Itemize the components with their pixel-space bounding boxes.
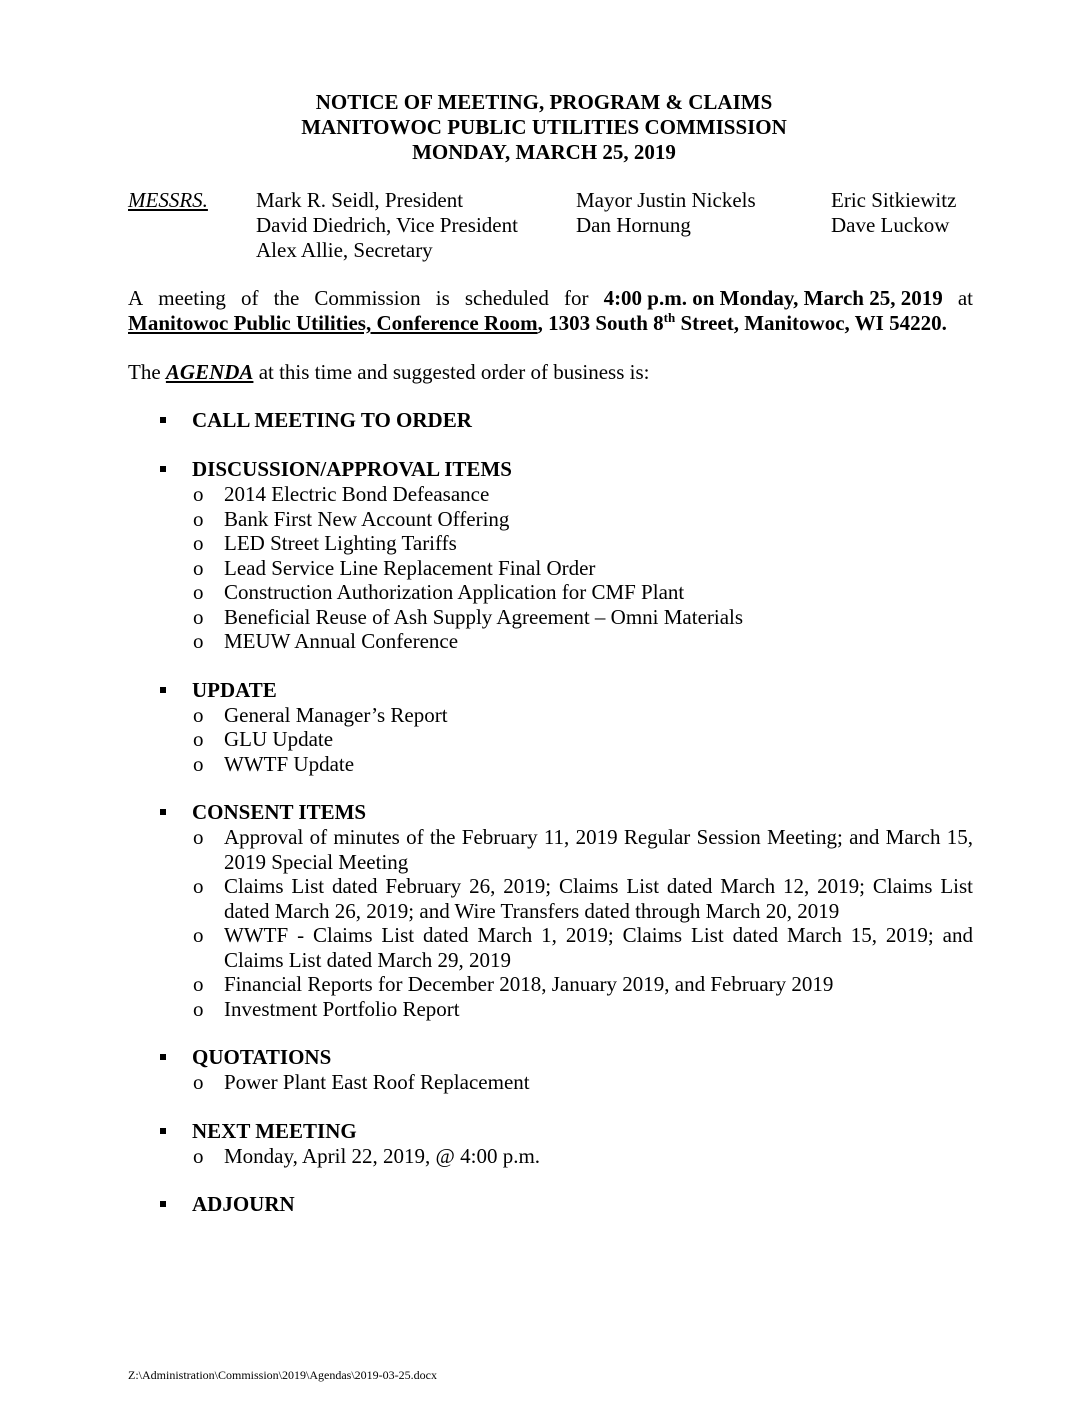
sub-bullet: o <box>193 555 204 580</box>
agenda-item <box>128 923 973 972</box>
agenda-item <box>128 482 973 507</box>
agenda-section-title: UPDATE <box>192 677 277 702</box>
messrs-column-1 <box>256 188 518 263</box>
agenda-item <box>128 972 973 997</box>
agenda-section <box>128 800 973 1021</box>
intro-line-1 <box>128 286 973 311</box>
sub-bullet: o <box>193 702 204 727</box>
header-line-1: NOTICE OF MEETING, PROGRAM & CLAIMS <box>315 90 773 114</box>
agenda-section <box>128 457 973 654</box>
agenda-item-text: GLU Update <box>224 727 334 751</box>
sub-bullet: o <box>193 874 204 898</box>
square-bullet-icon <box>160 1201 166 1207</box>
header-line-3: MONDAY, MARCH 25, 2019 <box>412 140 676 164</box>
sub-bullet: o <box>193 506 204 531</box>
square-bullet-icon <box>160 809 166 815</box>
agenda-item-text: MEUW Annual Conference <box>224 629 459 653</box>
intro-word: for <box>563 286 589 310</box>
agenda-item <box>128 825 973 874</box>
agenda-item-text: Claims List dated February 26, 2019; Claims List dated March 12, 2019; Claims List dated March 26, 2019; and Wire Transfers dated through March 20, 2019 <box>224 874 973 923</box>
messrs-label: MESSRS. <box>128 188 208 212</box>
agenda-section-title: ADJOURN <box>192 1192 295 1216</box>
agenda-item <box>128 1070 973 1095</box>
meeting-address-start: , 1303 South 8 <box>537 311 664 335</box>
agenda-item-text: Investment Portfolio Report <box>224 996 460 1021</box>
intro-word: scheduled <box>464 286 549 310</box>
sub-bullet: o <box>193 825 204 849</box>
sub-bullet: o <box>193 727 204 751</box>
commissioner-name: Dave Luckow <box>831 213 950 237</box>
header-line-2: MANITOWOC PUBLIC UTILITIES COMMISSION <box>301 115 787 139</box>
agenda-section <box>128 1045 973 1095</box>
file-path-footer: Z:\Administration\Commission\2019\Agendas\2019-03-25.docx <box>128 1368 437 1382</box>
agenda-item-text: WWTF Update <box>224 751 355 776</box>
agenda-item <box>128 997 973 1022</box>
commissioner-name: Dan Hornung <box>576 213 691 237</box>
agenda-item <box>128 629 973 654</box>
commissioner-name: Eric Sitkiewitz <box>831 188 957 212</box>
square-bullet-icon <box>160 1128 166 1134</box>
meeting-intro-paragraph <box>128 286 973 336</box>
agenda-intro <box>128 360 649 385</box>
sub-bullet: o <box>193 923 204 947</box>
sub-bullet: o <box>193 751 204 776</box>
sub-bullet: o <box>193 1143 204 1168</box>
agenda-item-text: Lead Service Line Replacement Final Order <box>224 555 596 580</box>
agenda-section-heading <box>128 1119 973 1144</box>
messrs-column-3 <box>831 188 956 238</box>
square-bullet-icon <box>160 1054 166 1060</box>
agenda-item-text: Approval of minutes of the February 11, 2019 Regular Session Meeting; and March 15, 2019 Special Meeting <box>224 825 973 874</box>
agenda-section <box>128 678 973 777</box>
agenda-item-text: Monday, April 22, 2019, @ 4:00 p.m. <box>224 1143 541 1168</box>
square-bullet-icon <box>160 466 166 472</box>
agenda-item-text: 2014 Electric Bond Defeasance <box>224 482 490 506</box>
commissioner-name: Alex Allie, Secretary <box>256 238 433 262</box>
sub-bullet: o <box>193 972 204 996</box>
intro-line-2 <box>128 311 973 336</box>
meeting-address-sup: th <box>663 310 676 325</box>
intro-word: of <box>241 286 259 310</box>
meeting-address-end: Street, Manitowoc, WI 54220. <box>675 311 947 335</box>
agenda-section-title: CALL MEETING TO ORDER <box>192 408 472 432</box>
sub-bullet: o <box>193 604 204 629</box>
agenda-sections <box>128 408 973 1241</box>
agenda-section-heading <box>128 1045 973 1070</box>
intro-word: meeting <box>158 286 226 310</box>
agenda-section-heading <box>128 678 973 703</box>
agenda-section-title: NEXT MEETING <box>192 1118 357 1143</box>
agenda-item-text: LED Street Lighting Tariffs <box>224 531 457 555</box>
agenda-intro-post: at this time and suggested order of business is: <box>253 360 650 384</box>
agenda-item-text: General Manager’s Report <box>224 702 448 727</box>
agenda-section <box>128 1119 973 1169</box>
agenda-item <box>128 703 973 728</box>
document-header <box>0 90 1088 165</box>
intro-word: A <box>128 286 144 310</box>
agenda-item-text: Beneficial Reuse of Ash Supply Agreement – Omni Materials <box>224 604 744 629</box>
agenda-item-text: Construction Authorization Application for CMF Plant <box>224 580 685 604</box>
square-bullet-icon <box>160 417 166 423</box>
agenda-item <box>128 1144 973 1169</box>
agenda-intro-pre: The <box>128 360 166 384</box>
meeting-location: Manitowoc Public Utilities, Conference Room <box>128 311 538 335</box>
agenda-section-title: QUOTATIONS <box>192 1045 332 1069</box>
messrs-column-2 <box>576 188 756 238</box>
intro-word: Commission <box>314 286 421 310</box>
agenda-item <box>128 752 973 777</box>
intro-word: at <box>957 286 973 310</box>
sub-bullet: o <box>193 580 204 604</box>
agenda-section-heading <box>128 1192 973 1217</box>
agenda-item-text: Financial Reports for December 2018, January 2019, and February 2019 <box>224 972 834 996</box>
agenda-item <box>128 556 973 581</box>
meeting-time: 4:00 p.m. on Monday, March 25, 2019 <box>603 286 943 310</box>
commissioner-name: Mark R. Seidl, President <box>256 188 464 212</box>
sub-bullet: o <box>193 1070 204 1094</box>
intro-word: is <box>435 286 450 310</box>
agenda-item <box>128 507 973 532</box>
sub-bullet: o <box>193 531 204 555</box>
agenda-heading-word: AGENDA <box>165 360 254 384</box>
agenda-section-title: CONSENT ITEMS <box>192 800 367 824</box>
agenda-item <box>128 531 973 556</box>
agenda-item <box>128 605 973 630</box>
intro-word: the <box>273 286 300 310</box>
sub-bullet: o <box>193 996 204 1021</box>
sub-bullet: o <box>193 629 204 653</box>
sub-bullet: o <box>193 482 204 506</box>
agenda-item <box>128 727 973 752</box>
square-bullet-icon <box>160 687 166 693</box>
agenda-section-heading <box>128 457 973 482</box>
agenda-item-text: Bank First New Account Offering <box>224 506 510 531</box>
commissioner-name: Mayor Justin Nickels <box>576 188 756 212</box>
agenda-item-text: Power Plant East Roof Replacement <box>224 1070 530 1094</box>
agenda-item <box>128 580 973 605</box>
agenda-section-heading <box>128 800 973 825</box>
agenda-section <box>128 408 973 433</box>
agenda-item-text: WWTF - Claims List dated March 1, 2019; Claims List dated March 15, 2019; and Claims List dated March 29, 2019 <box>224 923 973 972</box>
commissioner-name: David Diedrich, Vice President <box>256 213 518 237</box>
agenda-section <box>128 1192 973 1217</box>
agenda-section-title: DISCUSSION/APPROVAL ITEMS <box>192 457 512 481</box>
agenda-item <box>128 874 973 923</box>
agenda-section-heading <box>128 408 973 433</box>
